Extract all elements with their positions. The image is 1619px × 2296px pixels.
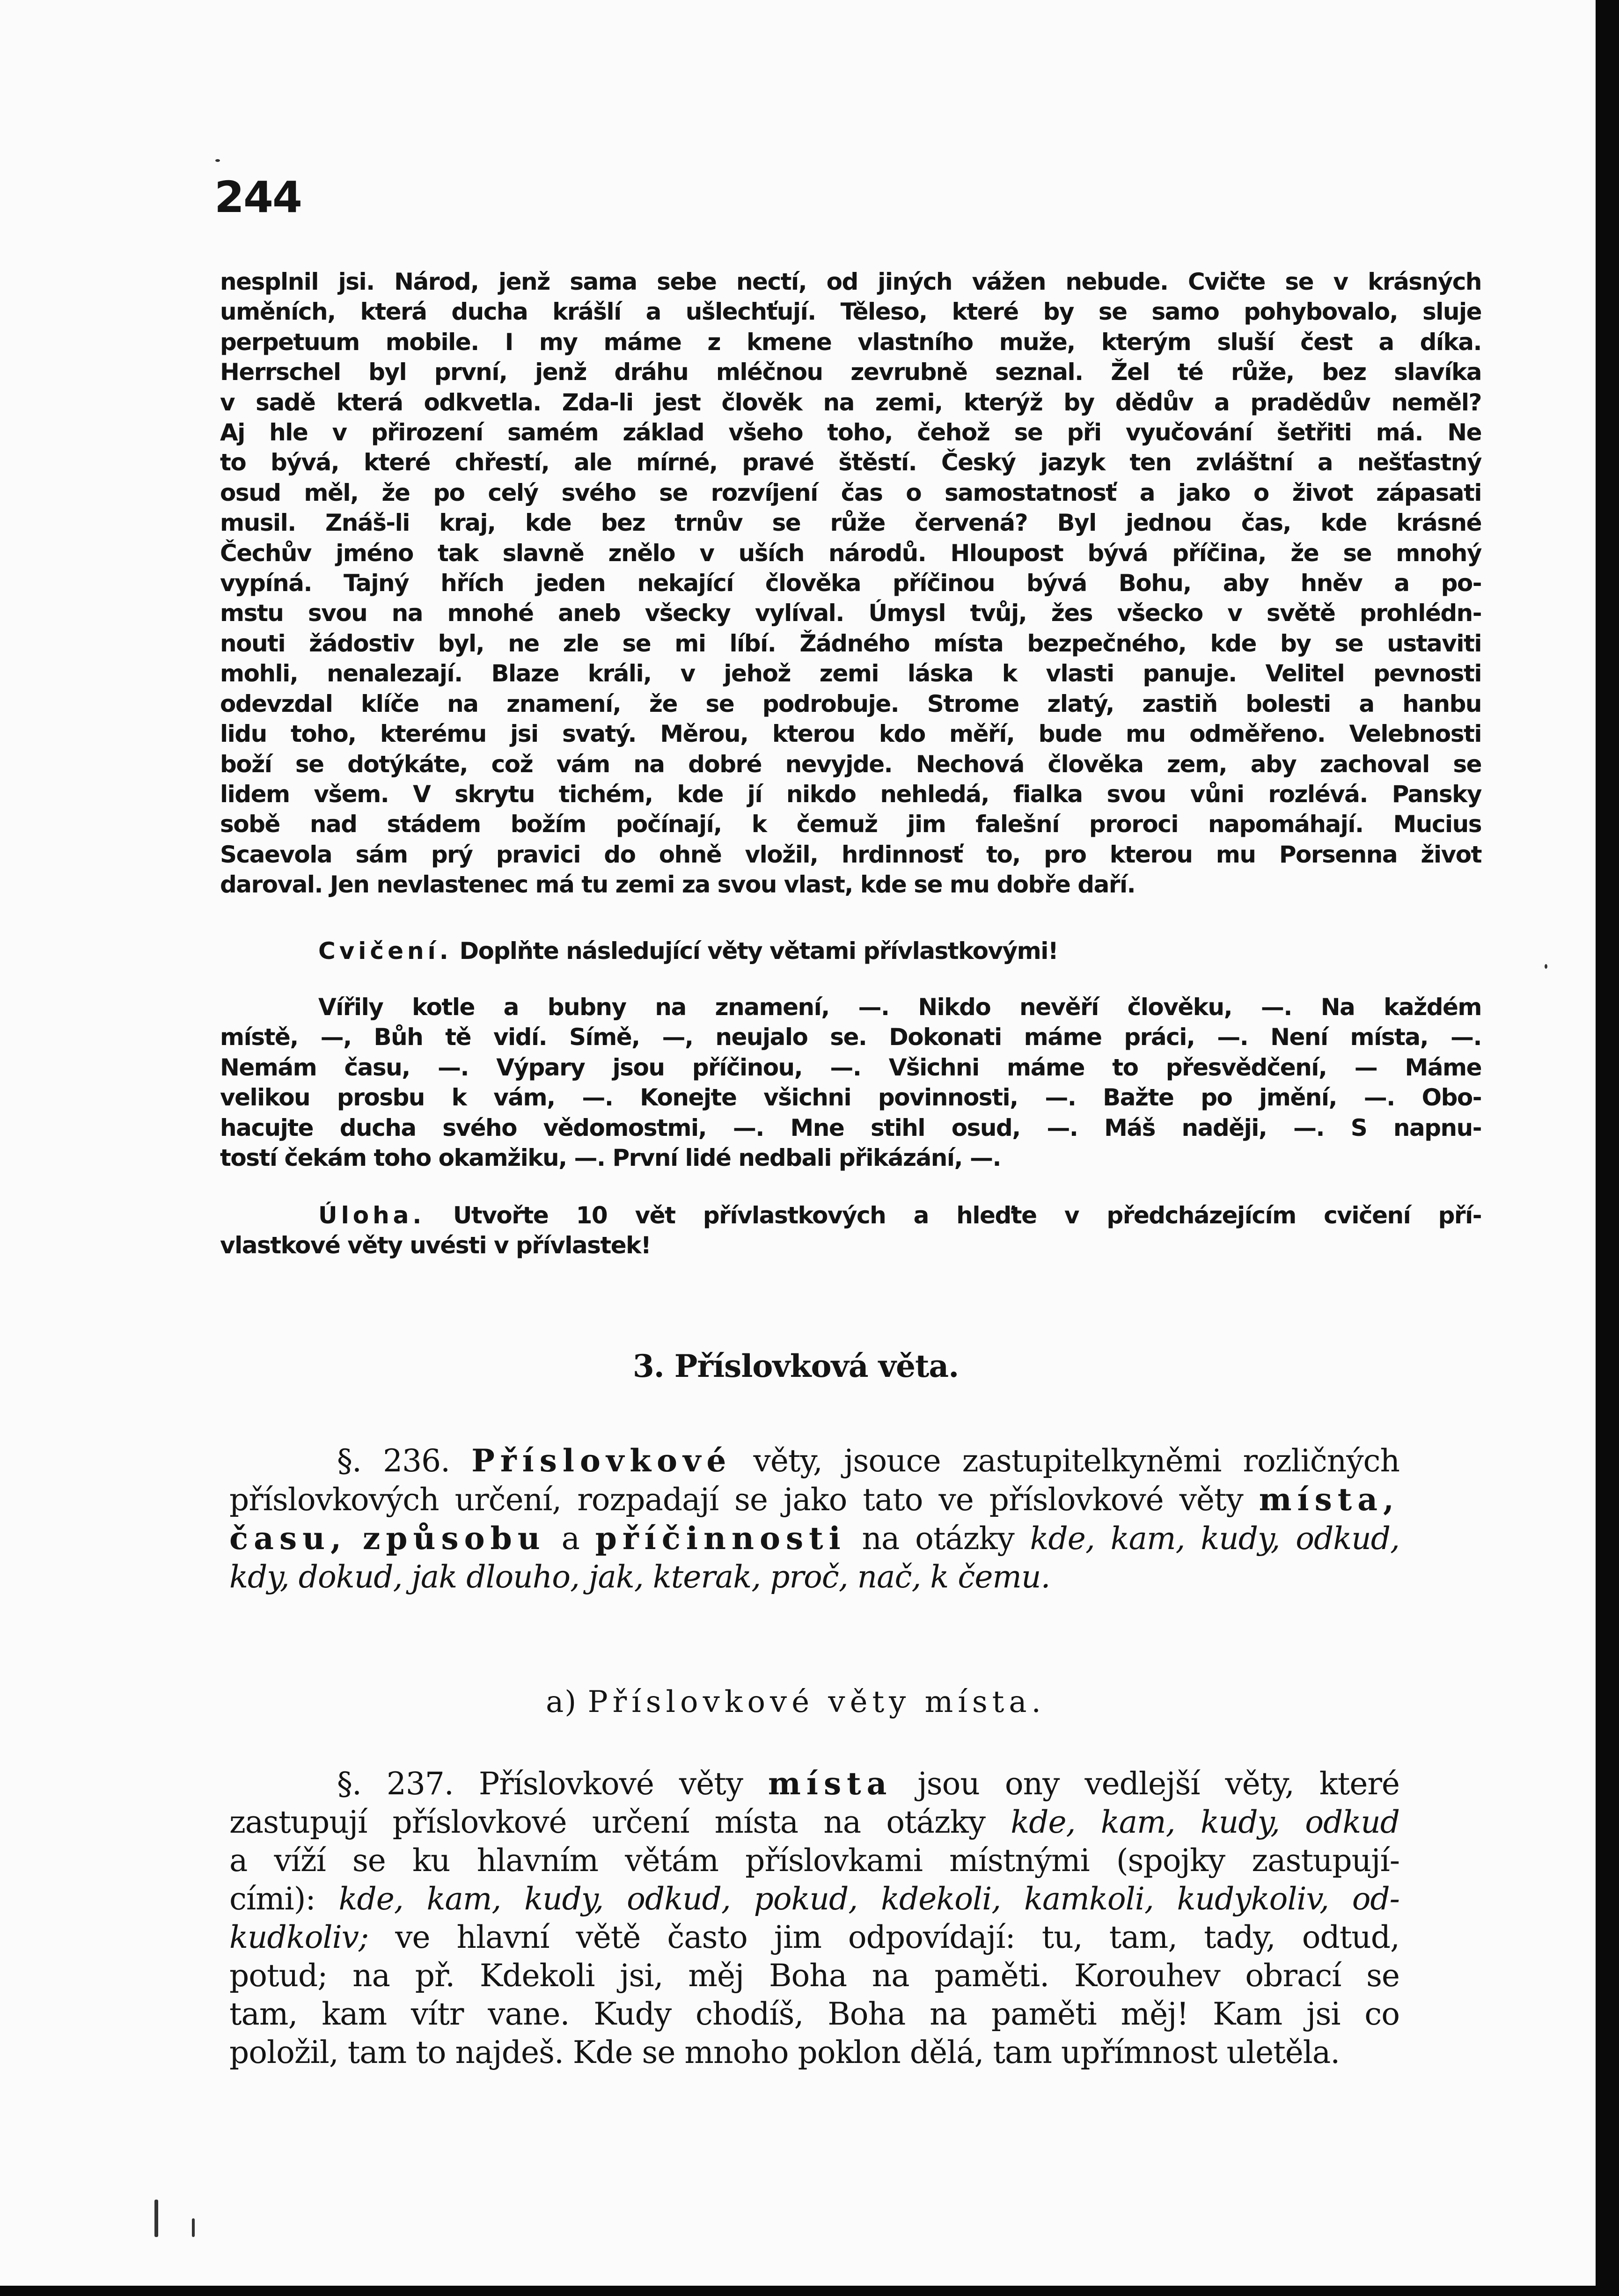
exercise-label: Cvičení. xyxy=(318,937,452,965)
task-label: Úloha. xyxy=(318,1202,425,1229)
subsection-heading xyxy=(0,1685,1591,1719)
text-line: v sadě která odkvetla. Zda-li jest člověk na zemi, kterýž by dědův a pradědův neměl? xyxy=(220,388,1481,416)
subsection-title: Příslovkové věty místa. xyxy=(587,1685,1046,1719)
page-number: 244 xyxy=(214,172,302,222)
exercise-sentences-paragraph xyxy=(220,992,1481,1173)
text-line: a víží se ku hlavním větám příslovkami místnými (spojky zastupují- xyxy=(229,1843,1399,1879)
text-line: potud; na př. Kdekoli jsi, měj Boha na paměti. Korouhev obrací se xyxy=(229,1958,1399,1994)
example-sentences-paragraph xyxy=(220,267,1481,900)
text-line: odevzdal klíče na znamení, že se podrobuje. Strome zlatý, zastiň bolesti a hanbu xyxy=(220,690,1481,717)
paragraph-236 xyxy=(229,1441,1399,1596)
text-line: tam, kam vítr vane. Kudy chodíš, Boha na paměti měj! Kam jsi co xyxy=(229,1996,1399,2032)
text-line: Vířily kotle a bubny na znamení, —. Nikdo nevěří člověku, —. Na každém xyxy=(318,994,1481,1021)
text-line: místě, —, Bůh tě vidí. Símě, —, neujalo se. Dokonati máme práci, —. Není místa, —. xyxy=(220,1024,1481,1051)
emphasized-term: Příslovkové xyxy=(471,1442,732,1479)
text-line: nesplnil jsi. Národ, jenž sama sebe nectí, od jiných vážen nebude. Cvičte se v krásných xyxy=(220,268,1481,295)
text-line: mstu svou na mnohé aneb všecky vylíval. Úmysl tvůj, žes všecko v světě prohlédn- xyxy=(220,600,1481,627)
emphasized-term: příčinnosti xyxy=(595,1520,846,1557)
scan-speck xyxy=(1545,964,1547,969)
paragraph-number: §. 236. xyxy=(337,1443,450,1479)
text-line: musil. Znáš-li kraj, kde bez trnův se růže červená? Byl jednou čas, kde krásné xyxy=(220,509,1481,537)
text-line: to bývá, které chřestí, ale mírné, pravé štěstí. Český jazyk ten zvláštní a nešťastný xyxy=(220,449,1481,476)
scan-speck xyxy=(215,159,220,162)
scan-speck xyxy=(192,2218,195,2237)
text-line: položil, tam to najdeš. Kde se mnoho poklon dělá, tam upřímnost uletěla. xyxy=(229,2034,1340,2070)
section-heading: 3. Příslovková věta. xyxy=(632,1348,959,1384)
italic-run: kde, kam, kudy, odkud, xyxy=(1030,1521,1400,1557)
task-paragraph xyxy=(220,1200,1481,1261)
text-line: Nemám času, —. Výpary jsou příčinou, —. Všichni máme to přesvědčení, — Máme xyxy=(220,1053,1481,1081)
text-line: velikou prosbu k vám, —. Konejte všichni povinnosti, —. Bažte po jmění, —. Obo- xyxy=(220,1084,1481,1111)
scan-border-bottom xyxy=(0,2286,1619,2296)
exercise-text: Doplňte následující věty větami přívlastkovými! xyxy=(459,937,1058,965)
text-line: lidu toho, kterému jsi svatý. Měrou, kterou kdo měří, bude mu odměřeno. Velebnosti xyxy=(220,720,1481,748)
emphasized-term: místa xyxy=(768,1765,893,1802)
text-run: na otázky xyxy=(862,1521,1014,1557)
text-line: osud měl, že po celý svého se rozvíjení čas o samostatnosť a jako o život zápasati xyxy=(220,479,1481,506)
scan-border-right xyxy=(1596,0,1619,2296)
text-run: a xyxy=(561,1521,579,1557)
text-line: sobě nad stádem božím počínají, k čemuž jim falešní proroci napomáhají. Mucius xyxy=(220,811,1481,838)
text-run: jsou ony vedlejší věty, které xyxy=(917,1766,1399,1802)
text-line: Aj hle v přirození samém základ všeho toho, čehož se při vyučování šetřiti má. Ne xyxy=(220,419,1481,446)
italic-run: kudkoliv; xyxy=(229,1919,369,1955)
text-line: nouti žádostiv byl, ne zle se mi líbí. Žádného místa bezpečného, kde by se ustaviti xyxy=(220,629,1481,657)
italic-run: kde, kam, kudy, odkud xyxy=(1011,1804,1400,1840)
text-line: vlastkové věty uvésti v přívlastek! xyxy=(220,1232,651,1259)
scan-speck xyxy=(154,2200,158,2237)
text-line: lidem všem. V skrytu tichém, kde jí nikdo nehledá, fialka svou vůni rozlévá. Pansky xyxy=(220,780,1481,808)
emphasized-term: místa, xyxy=(1259,1481,1400,1518)
emphasized-term: způsobu xyxy=(362,1520,546,1557)
text-line: tostí čekám toho okamžiku, —. První lidé nedbali přikázání, —. xyxy=(220,1144,1001,1172)
text-run: ve hlavní větě často jim odpovídají: tu, tam, tady, odtud, xyxy=(395,1919,1399,1955)
text-line: daroval. Jen nevlastenec má tu zemi za svou vlast, kde se mu dobře daří. xyxy=(220,871,1135,899)
text-line: vypíná. Tajný hřích jeden nekající člověka příčinou bývá Bohu, aby hněv a po- xyxy=(220,570,1481,597)
text-line: mohli, nenalezají. Blaze králi, v jehož zemi láska k vlasti panuje. Velitel pevnosti xyxy=(220,660,1481,687)
text-line: uměních, která ducha krášlí a ušlechťují. Těleso, které by se samo pohybovalo, sluje xyxy=(220,298,1481,326)
text-line: perpetuum mobile. I my máme z kmene vlastního muže, kterým sluší čest a díka. xyxy=(220,328,1481,356)
text-run: cími): xyxy=(229,1881,315,1917)
text-line: Herrschel byl první, jenž dráhu mléčnou zevrubně seznal. Žel té růže, bez slavíka xyxy=(220,358,1481,386)
text-line: Scaevola sám prý pravici do ohně vložil, hrdinnosť to, pro kterou mu Porsenna život xyxy=(220,841,1481,868)
paragraph-237 xyxy=(229,1764,1399,2072)
text-run: příslovkových určení, rozpadají se jako tato ve příslovkové věty xyxy=(229,1482,1243,1518)
italic-run: kdy, dokud, jak dlouho, jak, kterak, proč, nač, k čemu. xyxy=(229,1559,1050,1595)
text-line: hacujte ducha svého vědomostmi, —. Mne stihl osud, —. Máš naději, —. S napnu- xyxy=(220,1114,1481,1141)
task-text: Utvořte 10 vět přívlastkových a hleďte v předcházejícím cvičení pří- xyxy=(453,1202,1481,1229)
italic-run: kde, kam, kudy, odkud, pokud, kdekoli, kamkoli, kudykoliv, od- xyxy=(338,1881,1399,1917)
text-run: věty, jsouce zastupitelkyněmi rozličných xyxy=(753,1443,1400,1479)
text-line: boží se dotýkáte, což vám na dobré nevyjde. Nechová člověka zem, aby zachoval se xyxy=(220,750,1481,778)
text-line: Čechův jméno tak slavně znělo v uších národů. Hloupost bývá příčina, že se mnohý xyxy=(220,539,1481,567)
subsection-prefix: a) xyxy=(546,1685,578,1719)
text-run: §. 237. Příslovkové věty xyxy=(337,1766,743,1802)
text-run: zastupují příslovkové určení místa na otázky xyxy=(229,1804,985,1840)
emphasized-term: času, xyxy=(229,1520,347,1557)
exercise-instruction xyxy=(318,936,1348,966)
